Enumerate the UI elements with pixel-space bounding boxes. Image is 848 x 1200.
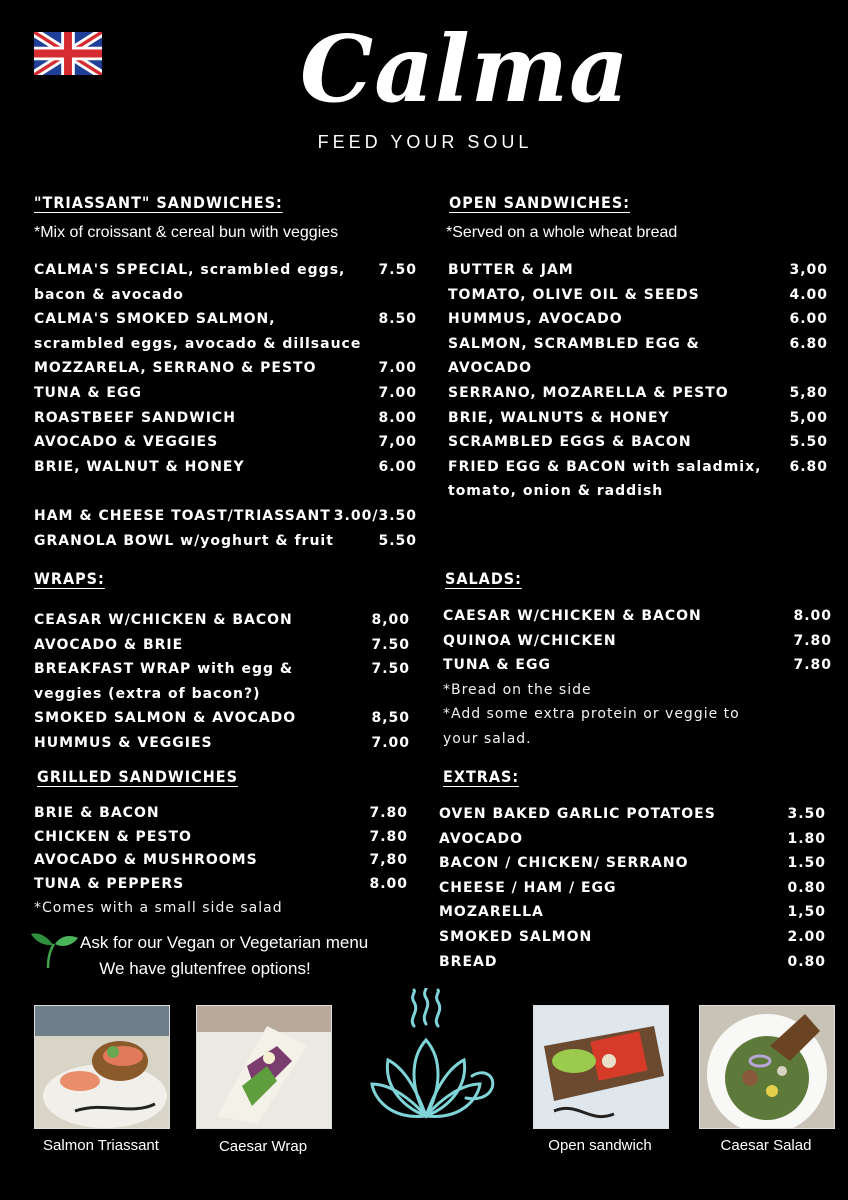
triassant-extra-list <box>34 504 417 553</box>
item-name: BACON / CHICKEN/ SERRANO <box>439 855 689 872</box>
menu-item <box>34 307 417 356</box>
salad-note: *Add some extra protein or veggie to <box>443 706 740 723</box>
item-price: 7.80 <box>369 828 408 845</box>
section-subtitle-triassant: *Mix of croissant & cereal bun with veggies <box>34 224 339 241</box>
item-price: 7,00 <box>378 434 417 451</box>
menu-item <box>34 633 410 658</box>
item-name: SERRANO, MOZARELLA & PESTO <box>448 384 729 401</box>
item-name: HUMMUS & VEGGIES <box>34 734 213 751</box>
item-price: 0.80 <box>787 879 826 896</box>
menu-item <box>34 381 417 406</box>
item-price: 7.50 <box>378 262 417 278</box>
menu-item <box>448 258 828 283</box>
menu-item <box>34 356 417 381</box>
lotus-cup-icon <box>370 988 500 1138</box>
item-name-cont: AVOCADO <box>448 360 533 377</box>
photo-caption: Caesar Salad <box>720 1137 812 1154</box>
item-name: HUMMUS, AVOCADO <box>448 311 623 328</box>
menu-item <box>448 307 828 332</box>
item-name-cont: scrambled eggs, avocado & dillsauce <box>34 335 362 352</box>
menu-item <box>34 848 408 872</box>
item-name: SMOKED SALMON <box>439 928 593 945</box>
item-name: SMOKED SALMON & AVOCADO <box>34 710 297 727</box>
wraps-list <box>34 608 410 756</box>
menu-item <box>34 258 417 307</box>
caesar-wrap-photo <box>196 1005 332 1129</box>
item-name: ROASTBEEF SANDWICH <box>34 409 236 426</box>
menu-item <box>34 608 410 633</box>
item-price: 8,50 <box>371 710 410 727</box>
menu-item <box>439 827 826 852</box>
item-name: CHICKEN & PESTO <box>34 828 192 845</box>
grilled-list <box>34 801 408 920</box>
section-title-triassant: "TRIASSANT" SANDWICHES: <box>34 193 283 212</box>
salad-note: *Bread on the side <box>443 681 592 698</box>
item-name: AVOCADO & MUSHROOMS <box>34 852 258 869</box>
uk-flag-icon[interactable] <box>34 32 102 75</box>
section-title-wraps: WRAPS: <box>34 569 105 588</box>
item-name: BUTTER & JAM <box>448 262 574 278</box>
item-name: TUNA & EGG <box>34 384 142 401</box>
item-name-cont: veggies (extra of bacon?) <box>34 685 261 702</box>
item-name: FRIED EGG & BACON with saladmix, <box>448 458 762 475</box>
sprout-icon <box>30 926 80 970</box>
item-price: 7.00 <box>378 360 417 377</box>
item-name-cont: bacon & avocado <box>34 286 184 303</box>
item-price: 1,50 <box>787 904 826 921</box>
section-title-grilled: GRILLED SANDWICHES <box>37 767 238 786</box>
item-name: OVEN BAKED GARLIC POTATOES <box>439 806 716 822</box>
menu-item <box>34 872 408 896</box>
menu-item <box>34 657 410 706</box>
vegan-notice <box>80 930 369 982</box>
item-name: BRIE, WALNUT & HONEY <box>34 458 245 475</box>
menu-item <box>443 653 832 678</box>
menu-item <box>34 455 417 480</box>
open-sandwich-photo <box>533 1005 669 1129</box>
menu-item <box>34 504 417 529</box>
item-price: 3,00 <box>789 262 828 278</box>
item-price: 6.00 <box>378 458 417 475</box>
menu-item <box>34 825 408 849</box>
item-name: AVOCADO <box>439 830 524 847</box>
item-price: 4.00 <box>789 286 828 303</box>
menu-item <box>448 430 828 455</box>
section-title-extras: EXTRAS: <box>443 767 520 786</box>
section-title-open-sandwiches: OPEN SANDWICHES: <box>449 193 630 212</box>
item-price: 3.00/3.50 <box>333 508 417 524</box>
grilled-note: *Comes with a small side salad <box>34 899 283 916</box>
item-price: 6.80 <box>789 335 828 352</box>
item-name: BREAD <box>439 953 498 970</box>
menu-item <box>34 706 410 731</box>
menu-item <box>34 406 417 431</box>
item-name-cont: tomato, onion & raddish <box>448 483 664 500</box>
item-name: TOMATO, OLIVE OIL & SEEDS <box>448 286 700 303</box>
item-name: SALMON, SCRAMBLED EGG & <box>448 335 700 352</box>
calma-logo: Calma <box>300 15 630 123</box>
menu-item <box>448 406 828 431</box>
item-name: TUNA & EGG <box>443 657 551 674</box>
open-sandwiches-list <box>448 258 828 504</box>
item-price: 6.00 <box>789 311 828 328</box>
item-name: QUINOA W/CHICKEN <box>443 632 617 649</box>
item-price: 8.50 <box>378 311 417 328</box>
vegan-notice-line2: We have glutenfree options! <box>99 959 311 978</box>
item-name: GRANOLA BOWL w/yoghurt & fruit <box>34 532 334 549</box>
item-price: 5.50 <box>378 532 417 549</box>
menu-item <box>34 529 417 554</box>
item-price: 1.50 <box>787 855 826 872</box>
menu-item <box>439 925 826 950</box>
menu-item <box>448 283 828 308</box>
photo-caption: Caesar Wrap <box>218 1138 308 1155</box>
item-price: 5.50 <box>789 434 828 451</box>
item-price: 3.50 <box>787 806 826 822</box>
menu-item <box>439 802 826 827</box>
menu-item <box>448 381 828 406</box>
menu-item <box>443 604 832 629</box>
triassant-list <box>34 258 417 479</box>
menu-item <box>443 629 832 654</box>
menu-item <box>448 332 828 381</box>
item-price: 5,00 <box>789 409 828 426</box>
item-price: 0.80 <box>787 953 826 970</box>
salads-list <box>443 604 832 752</box>
menu-item <box>34 731 410 756</box>
item-price: 7.50 <box>371 636 410 653</box>
menu-item <box>448 455 828 504</box>
item-name: BRIE, WALNUTS & HONEY <box>448 409 670 426</box>
item-price: 7,80 <box>369 852 408 869</box>
item-name: HAM & CHEESE TOAST/TRIASSANT <box>34 508 331 524</box>
item-name: MOZARELLA <box>439 904 544 921</box>
menu-item <box>34 801 408 825</box>
item-name: CHEESE / HAM / EGG <box>439 879 617 896</box>
section-subtitle-open-sandwiches: *Served on a whole wheat bread <box>446 224 678 241</box>
item-price: 7.80 <box>369 805 408 821</box>
item-name: SCRAMBLED EGGS & BACON <box>448 434 692 451</box>
item-price: 7.00 <box>378 384 417 401</box>
item-name: BREAKFAST WRAP with egg & <box>34 661 294 678</box>
item-price: 2.00 <box>787 928 826 945</box>
item-name: MOZZARELA, SERRANO & PESTO <box>34 360 317 377</box>
tagline: FEED YOUR SOUL <box>317 132 533 152</box>
salmon-triassant-photo <box>34 1005 170 1129</box>
menu-item <box>439 851 826 876</box>
item-price: 8,00 <box>371 612 410 628</box>
item-price: 8.00 <box>793 608 832 624</box>
menu-item <box>34 430 417 455</box>
menu-item <box>439 876 826 901</box>
item-price: 5,80 <box>789 384 828 401</box>
item-price: 8.00 <box>378 409 417 426</box>
item-price: 7.50 <box>371 661 410 678</box>
menu-item <box>439 900 826 925</box>
item-name: AVOCADO & BRIE <box>34 636 184 653</box>
section-title-salads: SALADS: <box>445 569 522 588</box>
item-price: 8.00 <box>369 876 408 893</box>
item-price: 7.80 <box>793 632 832 649</box>
photo-caption: Salmon Triassant <box>43 1137 159 1154</box>
salad-note: your salad. <box>443 730 532 747</box>
item-price: 6.80 <box>789 458 828 475</box>
menu-item <box>439 950 826 975</box>
vegan-notice-line1: Ask for our Vegan or Vegetarian menu <box>80 933 369 952</box>
item-name: CALMA'S SMOKED SALMON, <box>34 311 276 328</box>
item-name: CALMA'S SPECIAL, scrambled eggs, <box>34 262 346 278</box>
caesar-salad-photo <box>699 1005 835 1129</box>
item-price: 7.80 <box>793 657 832 674</box>
item-name: BRIE & BACON <box>34 805 160 821</box>
item-name: CAESAR W/CHICKEN & BACON <box>443 608 702 624</box>
item-name: CEASAR W/CHICKEN & BACON <box>34 612 293 628</box>
item-name: AVOCADO & VEGGIES <box>34 434 219 451</box>
item-price: 7.00 <box>371 734 410 751</box>
item-name: TUNA & PEPPERS <box>34 876 185 893</box>
photo-caption: Open sandwich <box>548 1137 652 1154</box>
item-price: 1.80 <box>787 830 826 847</box>
extras-list <box>439 802 826 974</box>
